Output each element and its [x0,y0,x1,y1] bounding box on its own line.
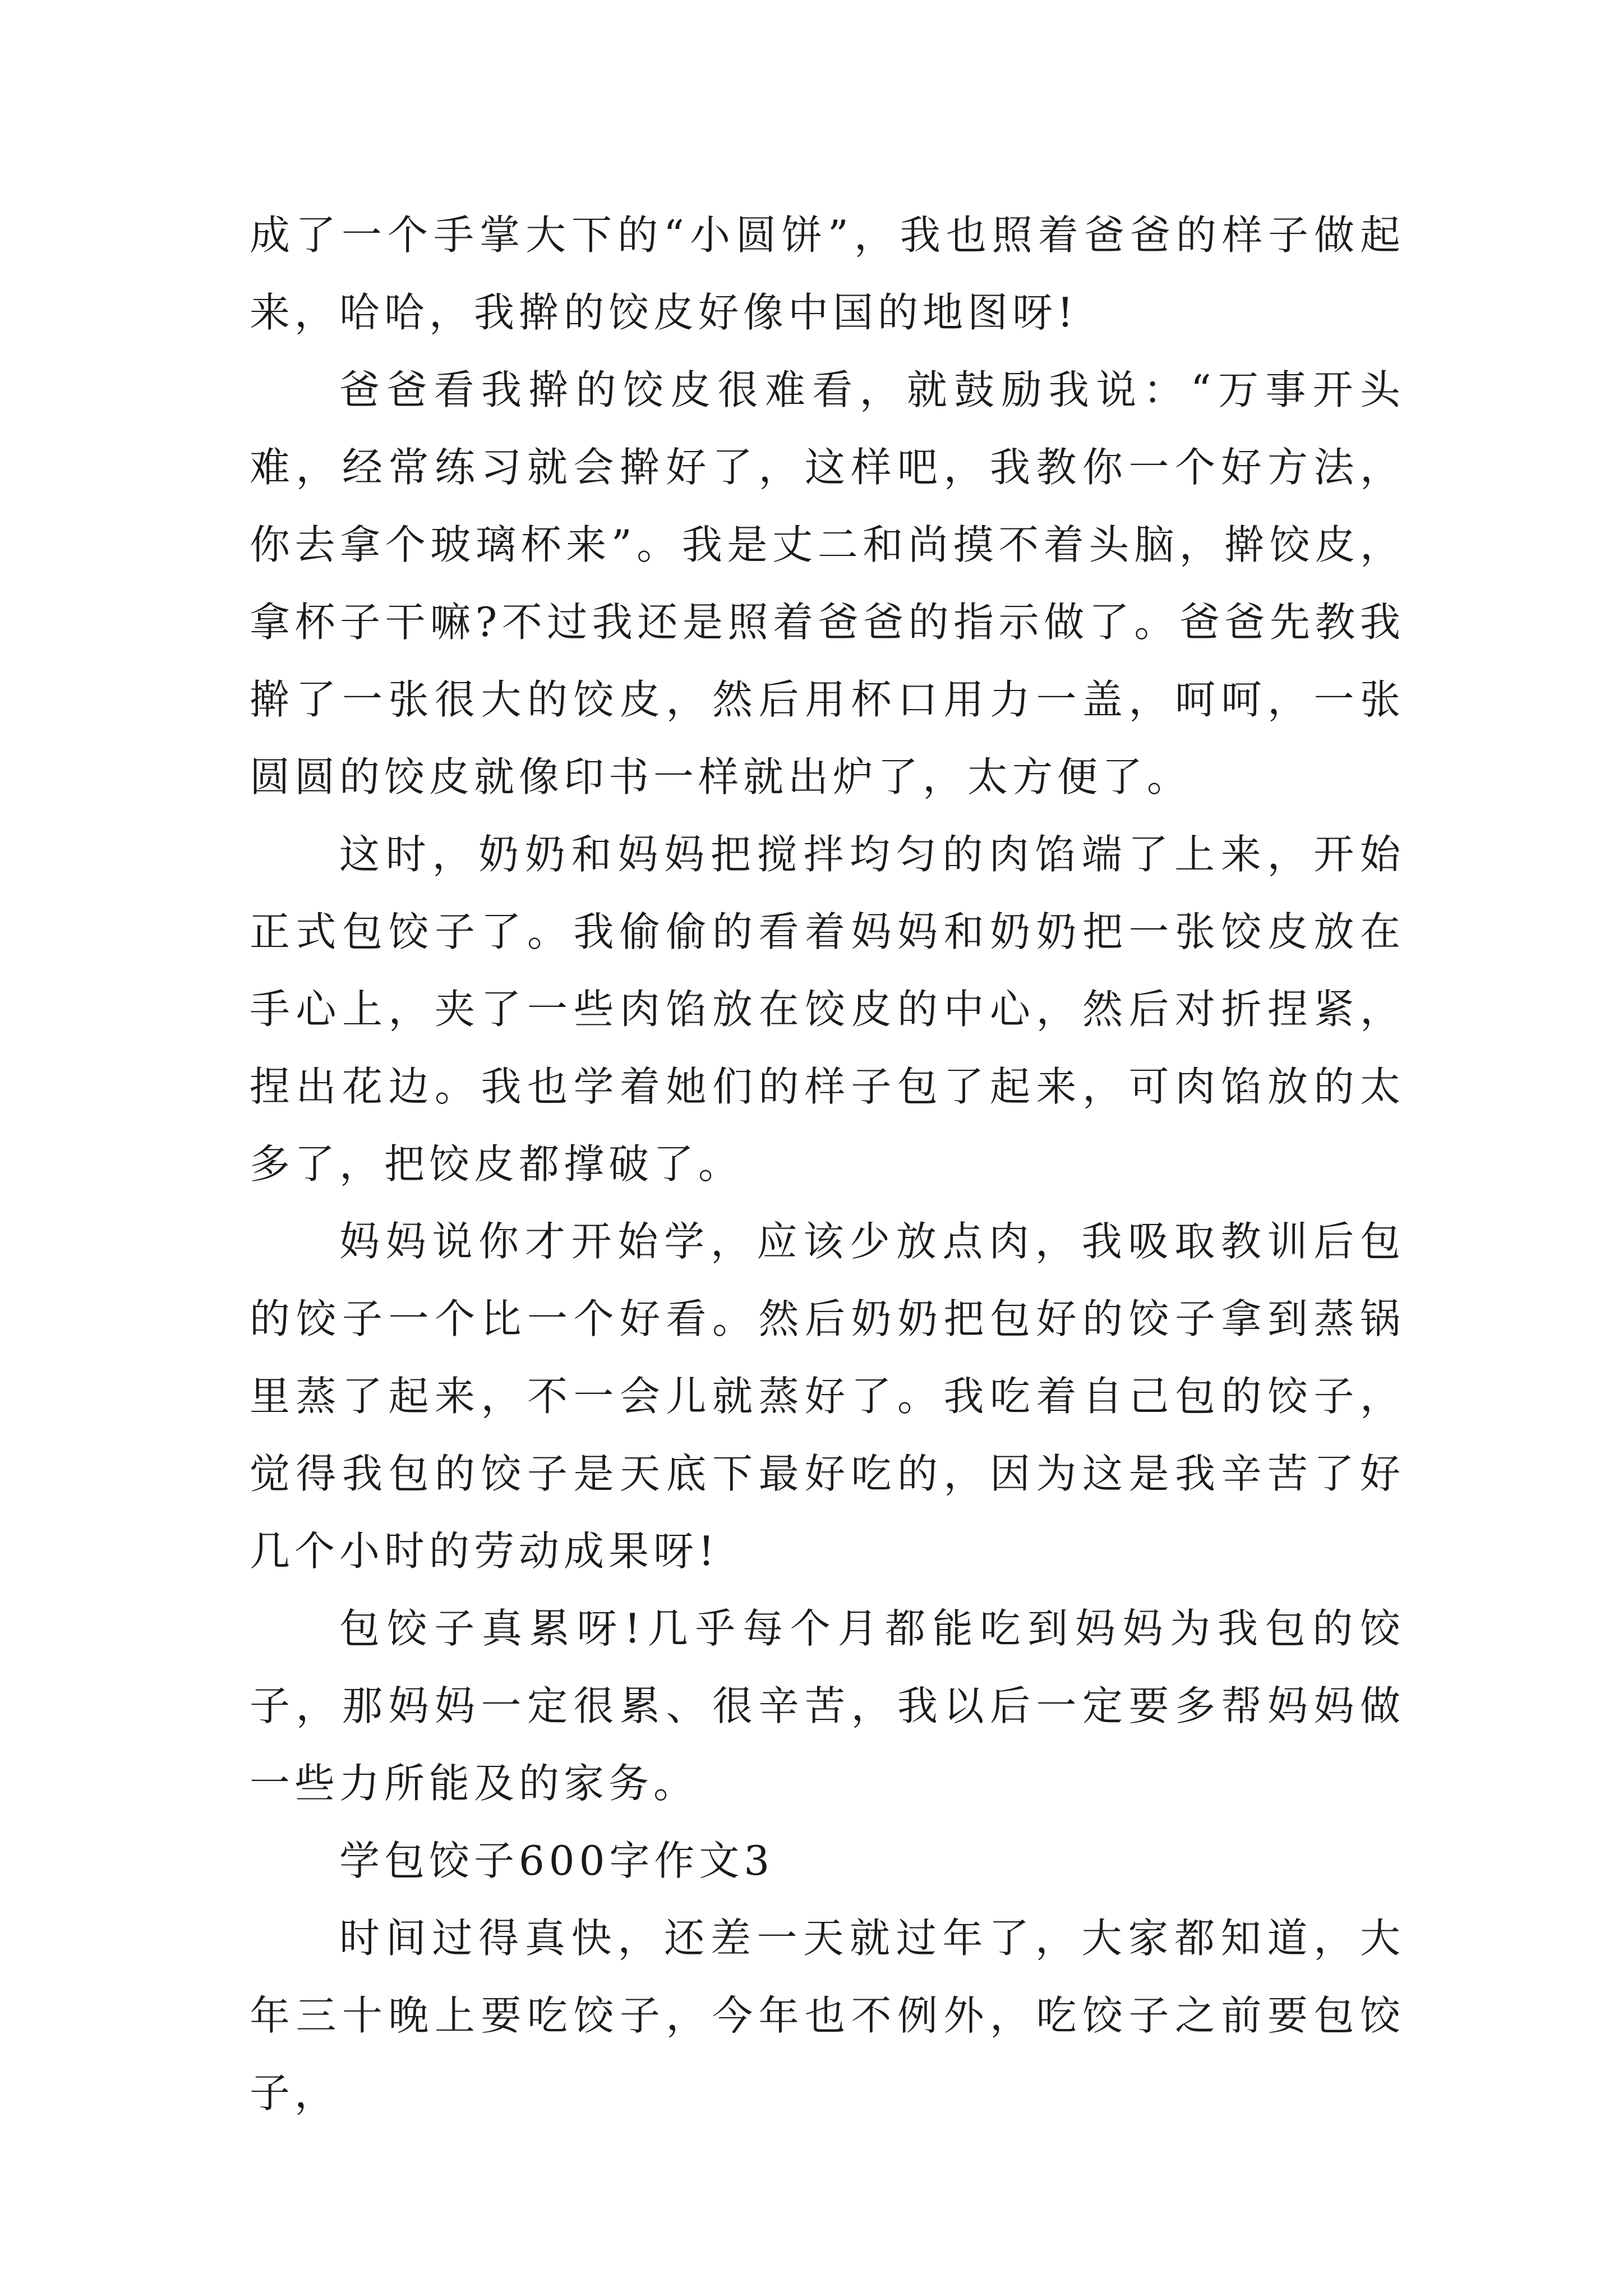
section-heading: 学包饺子600字作文3 [339,1837,774,1884]
paragraph-6: 时间过得真快，还差一天就过年了，大家都知道，大年三十晚上要吃饺子，今年也不例外，吃饺子之前要包饺子， [250,1915,1405,2116]
paragraph-4: 妈妈说你才开始学，应该少放点肉，我吸取教训后包的饺子一个比一个好看。然后奶奶把包好的饺子拿到蒸锅里蒸了起来，不一会儿就蒸好了。我吃着自己包的饺子，觉得我包的饺子是天底下最好吃的，因为这是我辛苦了好几个小时的劳动成果呀! [250,1218,1405,1575]
paragraph-2: 爸爸看我擀的饺皮很难看，就鼓励我说：“万事开头难，经常练习就会擀好了，这样吧，我教你一个好方法，你去拿个玻璃杯来”。我是丈二和尚摸不着头脑，擀饺皮，拿杯子干嘛?不过我还是照着爸爸的指示做了。爸爸先教我擀了一张很大的饺皮，然后用杯口用力一盖，呵呵，一张圆圆的饺皮就像印书一样就出炉了，太方便了。 [250,366,1405,800]
paragraph-1: 成了一个手掌大下的“小圆饼”，我也照着爸爸的样子做起来，哈哈，我擀的饺皮好像中国的地图呀! [250,211,1405,336]
paragraph-3: 这时，奶奶和妈妈把搅拌均匀的肉馅端了上来，开始正式包饺子了。我偷偷的看着妈妈和奶奶把一张饺皮放在手心上，夹了一些肉馅放在饺皮的中心，然后对折捏紧，捏出花边。我也学着她们的样子包了起来，可肉馅放的太多了，把饺皮都撑破了。 [250,831,1405,1188]
paragraph-5: 包饺子真累呀!几乎每个月都能吃到妈妈为我包的饺子，那妈妈一定很累、很辛苦，我以后一定要多帮妈妈做一些力所能及的家务。 [250,1605,1405,1807]
document-body [250,196,1405,2132]
